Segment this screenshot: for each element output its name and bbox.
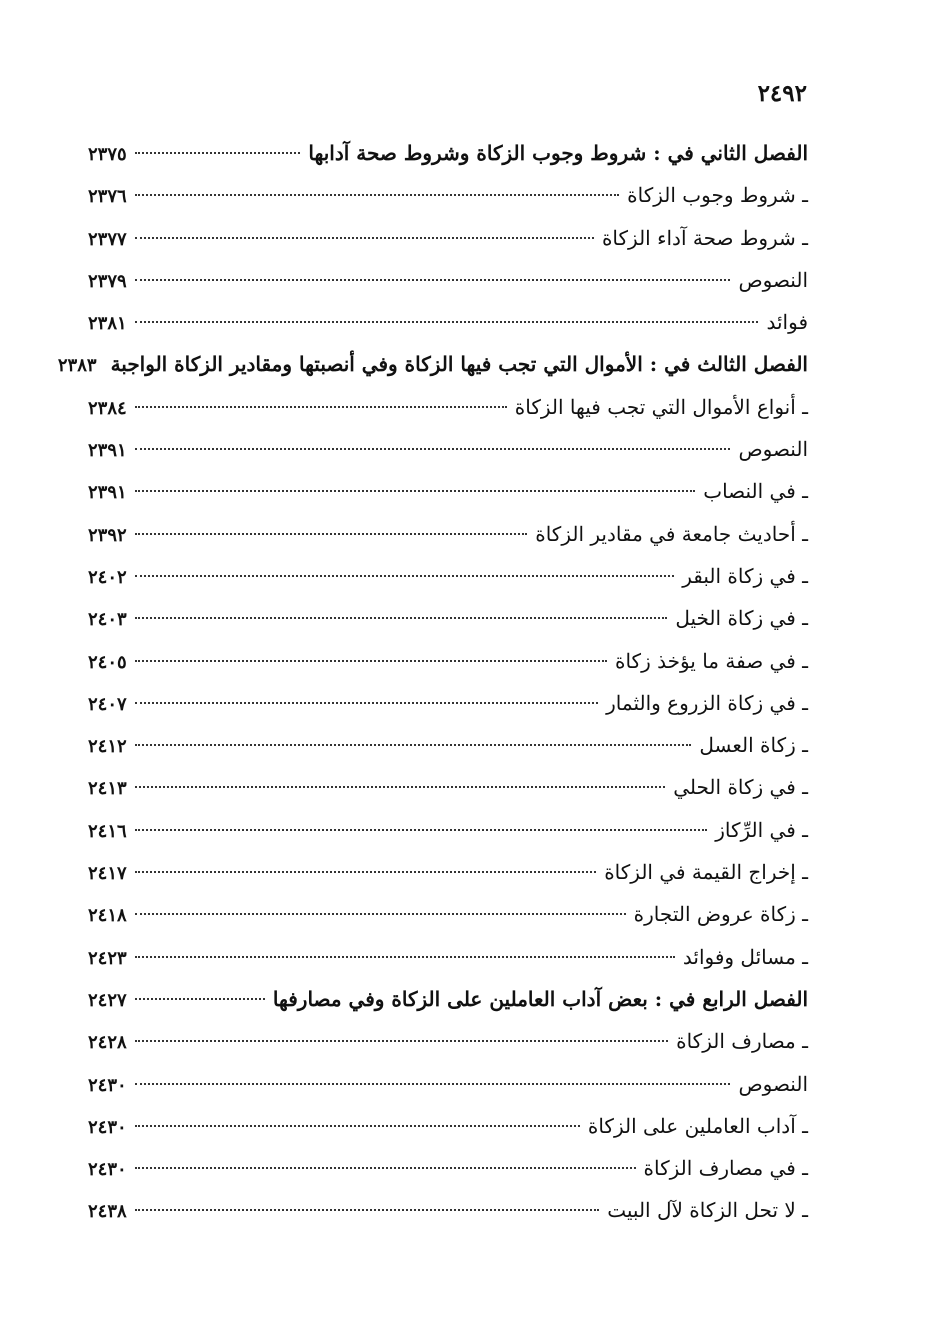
dot-leader	[135, 490, 696, 492]
toc-entry-text: ـ في الرِّكاز	[715, 817, 808, 842]
toc-entry-text: شروط وجوب الزكاة وشروط صحة آدابها	[308, 141, 654, 165]
toc-page-number: ٢٤٠٧	[88, 693, 127, 715]
toc-entry	[88, 386, 808, 428]
toc-entry-title	[111, 343, 808, 385]
toc-page-number: ٢٣٨٣	[57, 355, 97, 377]
toc-page-number: ٢٤٠٥	[88, 651, 127, 673]
toc-entry-title	[738, 1063, 808, 1105]
dot-leader	[135, 533, 528, 535]
toc-entry	[88, 174, 808, 216]
dot-leader	[135, 913, 626, 915]
toc-entry-text: ـ مسائل وفوائد	[682, 944, 808, 969]
table-of-contents	[57, 132, 808, 1232]
toc-entry	[88, 851, 808, 893]
toc-entry-text: ـ شروط صحة آداء الزكاة	[601, 225, 808, 250]
toc-entry-text: ـ أنواع الأموال التي تجب فيها الزكاة	[514, 394, 808, 419]
toc-entry-text: ـ إخراج القيمة في الزكاة	[604, 860, 808, 885]
chapter-label: الفصل الثاني في :	[653, 141, 808, 165]
dot-leader	[135, 1040, 668, 1042]
toc-entry-text: ـ آداب العاملين على الزكاة	[587, 1113, 808, 1138]
toc-entry-title	[676, 1020, 808, 1062]
toc-page-number: ٢٣٨٤	[88, 397, 127, 419]
toc-entry-title	[738, 428, 808, 470]
toc-entry-title	[675, 597, 808, 639]
dot-leader	[135, 152, 301, 154]
toc-page-number: ٢٤٣٨	[88, 1201, 127, 1223]
toc-page-number: ٢٣٨١	[88, 313, 127, 335]
toc-page-number: ٢٤١٨	[88, 905, 127, 927]
toc-page-number: ٢٤٣٠	[88, 1116, 127, 1138]
toc-entry-text: ـ في زكاة الزروع والثمار	[606, 690, 808, 715]
toc-entry	[88, 1147, 808, 1189]
toc-entry-text: فوائد	[766, 310, 808, 335]
toc-entry	[88, 766, 808, 808]
toc-entry-title	[634, 893, 808, 935]
toc-entry	[88, 1020, 808, 1062]
dot-leader	[135, 237, 594, 239]
dot-leader	[135, 279, 731, 281]
toc-chapter-heading	[88, 132, 808, 174]
toc-entry-text: ـ في زكاة الحلي	[673, 775, 808, 800]
toc-page-number: ٢٤٢٨	[88, 1032, 127, 1054]
toc-entry-text: ـ مصارف الزكاة	[676, 1029, 808, 1054]
toc-entry-text: ـ زكاة العسل	[699, 733, 808, 758]
dot-leader	[135, 406, 507, 408]
page-number: ٢٤٩٢	[757, 80, 807, 107]
toc-entry-text: النصوص	[738, 437, 808, 462]
toc-page-number: ٢٤٣٠	[88, 1159, 127, 1181]
dot-leader	[135, 194, 619, 196]
toc-entry	[88, 936, 808, 978]
toc-entry	[88, 893, 808, 935]
toc-entry-title	[683, 936, 808, 978]
chapter-label: الفصل الرابع في :	[654, 986, 808, 1011]
toc-entry-title	[682, 555, 808, 597]
toc-page-number: ٢٣٩١	[88, 482, 127, 504]
dot-leader	[135, 998, 265, 1000]
toc-entry-text: ـ أحاديث جامعة في مقادير الزكاة	[535, 521, 808, 546]
toc-page-number: ٢٣٧٩	[88, 270, 127, 292]
toc-entry	[88, 597, 808, 639]
toc-entry	[88, 555, 808, 597]
dot-leader	[135, 871, 597, 873]
toc-entry-text: ـ زكاة عروض التجارة	[633, 902, 808, 927]
dot-leader	[135, 575, 675, 577]
toc-entry	[88, 640, 808, 682]
dot-leader	[135, 1209, 600, 1211]
dot-leader	[135, 1167, 636, 1169]
toc-entry-title	[644, 1147, 808, 1189]
toc-entry-title	[703, 470, 808, 512]
dot-leader	[135, 956, 675, 958]
toc-page-number: ٢٤٣٠	[88, 1074, 127, 1096]
dot-leader	[135, 1083, 731, 1085]
toc-entry	[88, 513, 808, 555]
toc-entry-text: الأموال التي تجب فيها الزكاة وفي أنصبتها ومقادير الزكاة الواجبة	[110, 352, 650, 377]
toc-entry-title	[588, 1105, 808, 1147]
toc-chapter-heading	[88, 978, 808, 1020]
toc-page-number: ٢٤١٢	[88, 736, 127, 758]
toc-page-number: ٢٤١٣	[88, 778, 127, 800]
toc-entry	[88, 809, 808, 851]
dot-leader	[135, 829, 708, 831]
toc-entry	[88, 428, 808, 470]
toc-entry	[88, 682, 808, 724]
toc-entry	[88, 724, 808, 766]
toc-page-number: ٢٣٧٧	[88, 228, 127, 250]
dot-leader	[135, 321, 759, 323]
toc-entry	[88, 217, 808, 259]
toc-page-number: ٢٣٩١	[88, 440, 127, 462]
toc-entry-title	[535, 513, 808, 555]
toc-entry-title	[673, 766, 808, 808]
toc-page-number: ٢٤٢٧	[88, 989, 127, 1011]
toc-entry-title	[766, 301, 808, 343]
toc-entry-title	[627, 174, 808, 216]
dot-leader	[135, 660, 607, 662]
toc-page-number: ٢٣٩٢	[88, 524, 127, 546]
dot-leader	[135, 786, 666, 788]
dot-leader	[135, 702, 598, 704]
toc-entry-text: ـ لا تحل الزكاة لآل البيت	[607, 1198, 808, 1223]
toc-entry-text: ـ في زكاة البقر	[682, 563, 808, 588]
toc-entry-text: ـ شروط وجوب الزكاة	[627, 183, 808, 208]
toc-entry-title	[715, 809, 808, 851]
toc-entry-text: بعض آداب العاملين على الزكاة وفي مصارفها	[272, 986, 655, 1011]
toc-page-number: ٢٤١٦	[88, 820, 127, 842]
toc-entry	[88, 301, 808, 343]
toc-entry-title	[273, 978, 808, 1020]
toc-page-number: ٢٣٧٦	[88, 186, 127, 208]
chapter-label: الفصل الثالث في :	[649, 352, 808, 377]
toc-page-number: ٢٤١٧	[88, 863, 127, 885]
toc-page-number: ٢٤٢٣	[88, 947, 127, 969]
toc-entry	[88, 1105, 808, 1147]
toc-page-number: ٢٤٠٢	[88, 566, 127, 588]
dot-leader	[135, 744, 692, 746]
toc-entry-title	[738, 259, 808, 301]
toc-entry-text: ـ في صفة ما يؤخذ زكاة	[614, 648, 808, 673]
dot-leader	[135, 1125, 580, 1127]
toc-entry	[88, 1063, 808, 1105]
toc-page-number: ٢٣٧٥	[88, 144, 127, 165]
toc-entry	[88, 259, 808, 301]
toc-page-number: ٢٤٠٣	[88, 609, 127, 631]
toc-entry	[88, 1189, 808, 1231]
toc-entry-title	[515, 386, 808, 428]
toc-entry	[88, 470, 808, 512]
toc-entry-title	[308, 132, 808, 174]
toc-entry-title	[604, 851, 808, 893]
toc-entry-title	[615, 640, 808, 682]
toc-entry-title	[699, 724, 808, 766]
toc-entry-title	[606, 682, 808, 724]
toc-entry-title	[607, 1189, 808, 1231]
dot-leader	[135, 448, 731, 450]
toc-entry-text: ـ في النصاب	[703, 479, 808, 504]
toc-chapter-heading	[57, 343, 808, 385]
toc-entry-text: النصوص	[738, 267, 808, 292]
dot-leader	[135, 617, 668, 619]
toc-entry-title	[602, 217, 808, 259]
toc-entry-text: ـ في مصارف الزكاة	[643, 1156, 808, 1181]
toc-entry-text: ـ في زكاة الخيل	[675, 606, 808, 631]
toc-entry-text: النصوص	[738, 1071, 808, 1096]
